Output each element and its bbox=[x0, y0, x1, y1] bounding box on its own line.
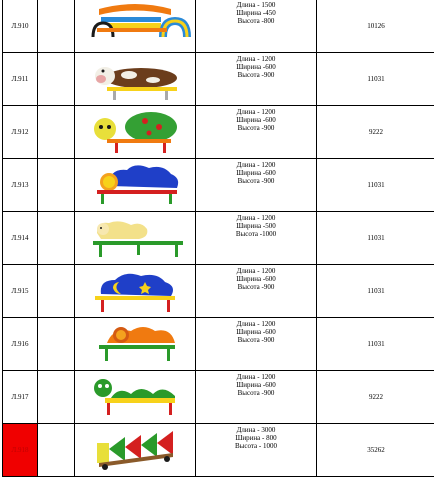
product-code: Л.917 bbox=[3, 371, 38, 424]
product-code: Л.913 bbox=[3, 159, 38, 212]
dimension-width: Ширина -600 bbox=[236, 328, 276, 336]
table-row bbox=[3, 53, 434, 106]
caterpillar-bench-image bbox=[79, 372, 191, 422]
product-price: 35262 bbox=[317, 424, 434, 477]
dimension-width: Ширина - 800 bbox=[235, 434, 277, 442]
dimension-height: Высота -1000 bbox=[235, 230, 277, 238]
product-code: Л.918 bbox=[3, 424, 38, 477]
product-price: 11031 bbox=[317, 212, 434, 265]
dimension-length: Длина - 1200 bbox=[236, 373, 276, 381]
lion-bench-image bbox=[79, 319, 191, 369]
product-price: 9222 bbox=[317, 371, 434, 424]
dimension-height: Высота -800 bbox=[237, 17, 275, 25]
table-row bbox=[3, 424, 434, 477]
product-price: 11031 bbox=[317, 318, 434, 371]
dimension-width: Ширина -600 bbox=[236, 381, 276, 389]
product-code: Л.914 bbox=[3, 212, 38, 265]
dimension-length: Длина - 1500 bbox=[236, 1, 276, 9]
dimension-width: Ширина -600 bbox=[236, 169, 276, 177]
dimension-length: Длина - 1200 bbox=[236, 320, 276, 328]
dimension-height: Высота -900 bbox=[237, 283, 275, 291]
ladybug-bench-image bbox=[79, 107, 191, 157]
product-price: 10126 bbox=[317, 0, 434, 53]
product-code: Л.910 bbox=[3, 0, 38, 53]
dimension-length: Длина - 1200 bbox=[236, 161, 276, 169]
dimension-height: Высота - 1000 bbox=[235, 442, 277, 450]
dimension-width: Ширина -600 bbox=[236, 116, 276, 124]
dimension-width: Ширина -500 bbox=[236, 222, 276, 230]
product-code: Л.912 bbox=[3, 106, 38, 159]
product-price: 11031 bbox=[317, 53, 434, 106]
rainbow-bench-image bbox=[79, 1, 191, 51]
dimension-length: Длина - 1200 bbox=[236, 108, 276, 116]
dimension-length: Длина - 1200 bbox=[236, 267, 276, 275]
dimension-length: Длина - 1200 bbox=[236, 55, 276, 63]
table-row bbox=[3, 0, 434, 53]
product-price: 11031 bbox=[317, 159, 434, 212]
lamb-bench-image bbox=[79, 213, 191, 263]
table-row bbox=[3, 318, 434, 371]
table-row bbox=[3, 159, 434, 212]
dimension-width: Ширина -450 bbox=[236, 9, 276, 17]
dimension-height: Высота -900 bbox=[237, 389, 275, 397]
dimension-height: Высота -900 bbox=[237, 177, 275, 185]
product-price: 9222 bbox=[317, 106, 434, 159]
dimension-height: Высота -900 bbox=[237, 71, 275, 79]
table-row bbox=[3, 371, 434, 424]
table-row bbox=[3, 212, 434, 265]
train-bench-image bbox=[79, 425, 191, 475]
dimension-length: Длина - 3000 bbox=[236, 426, 276, 434]
dimension-width: Ширина -600 bbox=[236, 275, 276, 283]
moon-cloud-bench-image bbox=[79, 266, 191, 316]
dimension-width: Ширина -600 bbox=[236, 63, 276, 71]
product-table bbox=[2, 0, 434, 477]
dimension-height: Высота -900 bbox=[237, 336, 275, 344]
cow-bench-image bbox=[79, 54, 191, 104]
dimension-height: Высота -900 bbox=[237, 124, 275, 132]
sun-cloud-bench-image bbox=[79, 160, 191, 210]
product-code: Л.911 bbox=[3, 53, 38, 106]
product-price: 11031 bbox=[317, 265, 434, 318]
product-code: Л.916 bbox=[3, 318, 38, 371]
table-row bbox=[3, 265, 434, 318]
dimension-length: Длина - 1200 bbox=[236, 214, 276, 222]
product-code: Л.915 bbox=[3, 265, 38, 318]
table-row bbox=[3, 106, 434, 159]
